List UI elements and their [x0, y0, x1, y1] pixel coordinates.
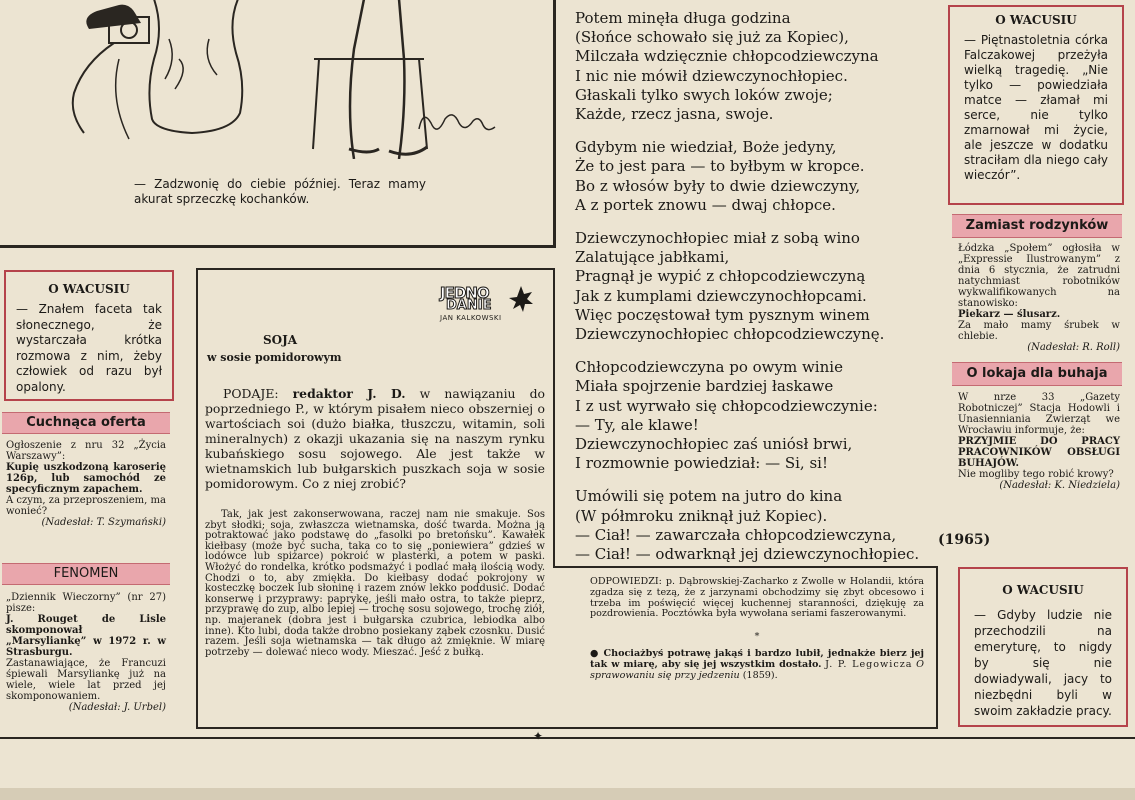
poem-line: Dziewczynochłopiec miał z sobą wino — [575, 229, 860, 248]
soja-intro — [205, 386, 545, 491]
cuchnaca-bold: Kupię uszkodzoną karoserię 126p, lub samochód ze specyficznym zapachem. — [6, 462, 166, 495]
logo-line2: DANIE — [446, 298, 492, 313]
wacusiu-box-bottom-right — [958, 567, 1128, 727]
fenomen-text: „Dziennik Wieczorny” (nr 27) pisze: — [6, 592, 166, 614]
poem-line: Zalatujące jabłkami, — [575, 248, 730, 267]
poem-line: Gdybym nie wiedział, Boże jedyny, — [575, 138, 837, 157]
bottom-margin — [0, 788, 1135, 800]
zamiast-header: Zamiast rodzynków — [952, 214, 1122, 238]
stanza-4 — [575, 358, 945, 473]
poem-line: (W półmroku zniknął już Kopiec). — [575, 506, 828, 525]
wacusiu-box-left — [4, 270, 174, 401]
telephone-icon — [86, 5, 149, 43]
quote-author: J. P. Legowicza — [825, 658, 913, 670]
soja-box-step-top — [553, 566, 938, 568]
fenomen-bold: J. Rouget de Lisle skomponował „Marsyliankę” w 1972 r. w Strasburgu. — [6, 614, 166, 658]
herb-sprig-icon — [508, 284, 534, 312]
poem-line: Dziewczynochłopiec chłopcodziewczynę. — [575, 325, 885, 344]
zamiast-bold: Piekarz — ślusarz. — [958, 309, 1061, 320]
zamiast-text: Łódzka „Społem” ogłosiła w „Expressie Ilustrowanym” z dnia 6 stycznia, że zatrudni natychmiast robotników wykwalifikowanych na stanowisko: — [958, 243, 1120, 309]
soja-intro-lead: PODAJE: — [223, 386, 279, 401]
poem-line: (Słońce schowało się już za Kopiec), — [575, 28, 849, 47]
cuchnaca-body — [6, 440, 166, 528]
soja-box-step-right — [936, 566, 938, 729]
poem-line: Chłopcodziewczyna po owym winie — [575, 358, 843, 377]
quote-text: ● Chociażbyś potrawę jakąś i bardzo lubił, jednakże bierz jej tak w miarę, aby się jej wszystkim dostało. — [590, 647, 924, 670]
poem-line: Pragnął je wypić z chłopcodziewczyną — [575, 267, 866, 286]
cartoon-drawing — [19, 0, 539, 159]
poem-line: Potem minęła długa godzina — [575, 9, 791, 27]
poem-line: Każde, rzecz jasna, swoje. — [575, 105, 774, 124]
cartoon-caption: — Zadzwonię do ciebie później. Teraz mamy akurat sprzeczkę kochanków. — [134, 177, 426, 206]
lokaja-body — [958, 392, 1120, 491]
stanza-2 — [575, 138, 945, 215]
fenomen-nadeslal: (Nadesłał: J. Urbel) — [68, 702, 166, 713]
zamiast-nadeslal: (Nadesłał: R. Roll) — [1027, 342, 1120, 353]
scissors-mark: ✦ — [533, 729, 544, 743]
poem-line: Miała spojrzenie bardziej łaskawe — [575, 377, 834, 396]
poem-line: I rozmownie powiedział: — Si, si! — [575, 454, 828, 473]
lokaja-header: O lokaja dla buhaja — [952, 362, 1122, 386]
lokaja-nadeslal: (Nadesłał: K. Niedziela) — [999, 480, 1120, 491]
zamiast-after: Za mało mamy śrubek w chlebie. — [958, 320, 1120, 342]
poem-line: — Ciał! — odwarknął jej dziewczynochłopiec. — [575, 545, 920, 564]
cuchnaca-after: A czym, za przeproszeniem, ma wonieć? — [6, 495, 166, 517]
lokaja-after: Nie mogliby tego robić krowy? — [958, 469, 1114, 480]
odpowiedzi-star: * — [754, 631, 760, 643]
poem-line: — Ciał! — zawarczała chłopcodziewczyna, — [575, 525, 897, 544]
soja-box-bottom — [553, 727, 938, 729]
stanza-1 — [575, 9, 945, 124]
soja-body: Tak, jak jest zakonserwowana, raczej nam nie smakuje. Sos zbyt słodki; soja, zwłaszcza wietnamska, dość twarda. Można ją potraktować jako podstawę do „fasolki po bretońsku”. Kawałek kiełbasy (może być sucha, taka co to się „poniewiera” gdzieś w lodówce lub spiżarce) pokroić w plasterki, a potem w paski. Włożyć do rondelka, krótko podsmażyć i podlać małą ilością wody. Chodzi o to, aby zmiękła. Do kiełbasy dodać pokrojony w kosteczkę boczek lub słoninę i razem znów lekko poddusić. Dodać konserwę i przyprawy: paprykę, jeśli mało ostra, to także pieprz, przyprawę do zup, albo lepiej — trochę sosu sojowego, trochę ziół, np. majeranek (dobra jest i bułgarska czubrica, lebiodka albo inne). Kto lubi, doda także drobno posiekany ząbek czosnku. Dusić razem. Jeśli soja wietnamska — tak długo aż zmięknie. W miarę potrzeby — dolewać nieco wody. Mieszać. Jeść z bułką. — [205, 509, 545, 658]
wacusiu-title: O WACUSIU — [995, 13, 1077, 27]
zamiast-body — [958, 243, 1120, 353]
soja-title: SOJA — [263, 333, 298, 347]
poem-line: Jak z kumplami dziewczynochłopcami. — [575, 286, 867, 305]
logo-author: JAN KALKOWSKI — [440, 314, 502, 322]
soja-box-outline — [196, 268, 555, 729]
poem-line: A z portek znowu — dwaj chłopce. — [575, 195, 836, 214]
poem-line: Milczała wdzięcznie chłopcodziewczyna — [575, 47, 879, 66]
cartoon-panel — [0, 0, 556, 248]
poem-line: I z ust wyrwało się chłopcodziewczynie: — [575, 396, 878, 415]
poem-line: Bo z włosów były to dwie dziewczyny, — [575, 176, 861, 195]
soja-subtitle: w sosie pomidorowym — [207, 351, 342, 364]
lokaja-text: W nrze 33 „Gazety Robotniczej” Stacja Hodowli i Unasienniania Zwierząt we Wrocławiu informuje, że: — [958, 392, 1120, 436]
lokaja-bold: PRZYJMIE DO PRACY PRACOWNIKÓW OBSŁUGI BUHAJÓW. — [958, 436, 1120, 469]
wacusiu-text: — Znałem faceta tak słonecznego, że wystarczała krótka rozmowa z nim, żeby człowiek od razu był opalony. — [16, 302, 162, 394]
fenomen-header: FENOMEN — [2, 563, 170, 585]
stanza-5 — [575, 487, 945, 564]
poem-line: I nic nie mówił dziewczynochłopiec. — [575, 66, 848, 85]
poem — [575, 9, 945, 578]
cuchnaca-nadeslal: (Nadesłał: T. Szymański) — [41, 517, 166, 528]
wacusiu-text: — Piętnastoletnia córka Falczakowej przeżyła wielką tragedię. „Nie tylko — powiedziała matce — złamał mi serce, nie tylko zmarnował mi życie, ale jeszcze w dodatku straciłam dla niego cały wieczór”. — [964, 33, 1108, 182]
poem-line: Głaskali tylko swych loków zwoje; — [575, 85, 833, 104]
wacusiu-text: — Gdyby ludzie nie przechodzili na emeryturę, to nigdy by się nie dowiadywali, jacy to niezbędni byli w swoim zakładzie pracy. — [974, 608, 1112, 718]
bottom-rule — [0, 737, 1135, 739]
logo-line1: JEDNO — [440, 284, 489, 302]
soja-intro-text: w nawiązaniu do poprzedniego P., w którym pisałem nieco obszerniej o wartościach soi (dużo białka, tłuszczu, witamin, soli mineralnych) z okazji ukazania się na naszym rynku kubańskiego sosu sojowego. Ale jest także w wietnamskich lub bułgarskich puszkach soja w sosie pomidorowym. Co z niej zrobić? — [205, 386, 545, 491]
odpowiedzi-text: ODPOWIEDZI: p. Dąbrowskiej-Zacharko z Zwolle w Holandii, która zgadza się z tezą, że z jarzynami obchodzimy się zbyt obcesowo i trzeba im poświęcić więcej kuchennej staranności, dziękuję za pozdrowienia. Pocztówka była wywołana seriami faszerowanymi. — [590, 576, 924, 620]
poem-line: Umówili się potem na jutro do kina — [575, 487, 843, 506]
poem-line: Że to jest para — to byłbym w kropce. — [575, 157, 865, 176]
poem-line: Dziewczynochłopiec zaś uniósł brwi, — [575, 435, 853, 454]
poem-year: (1965) — [938, 532, 991, 548]
odpowiedzi — [590, 577, 924, 681]
wacusiu-title: O WACUSIU — [48, 282, 130, 296]
wacusiu-title: O WACUSIU — [1002, 583, 1084, 597]
jedno-danie-logo — [440, 284, 540, 326]
fenomen-after: Zastanawiające, że Francuzi śpiewali Marsyliankę już na wiele, wiele lat przed jej skomponowaniem. — [6, 658, 166, 702]
quote-source: O sprawowaniu się przy jedzeniu — [590, 658, 924, 681]
odpowiedzi-quote — [590, 649, 924, 681]
soja-intro-name: redaktor J. D. — [292, 386, 406, 401]
quote-year: (1859). — [742, 669, 778, 681]
poem-line: — Ty, ale klawe! — [575, 415, 699, 434]
wacusiu-box-top-right — [948, 5, 1124, 205]
soja-box-right-edge — [553, 268, 555, 568]
poem-line: Więc poczęstował tym pysznym winem — [575, 305, 870, 324]
stanza-3 — [575, 229, 945, 344]
cuchnaca-header: Cuchnąca oferta — [2, 412, 170, 434]
cuchnaca-text: Ogłoszenie z nru 32 „Życia Warszawy”: — [6, 440, 166, 462]
fenomen-body — [6, 592, 166, 713]
